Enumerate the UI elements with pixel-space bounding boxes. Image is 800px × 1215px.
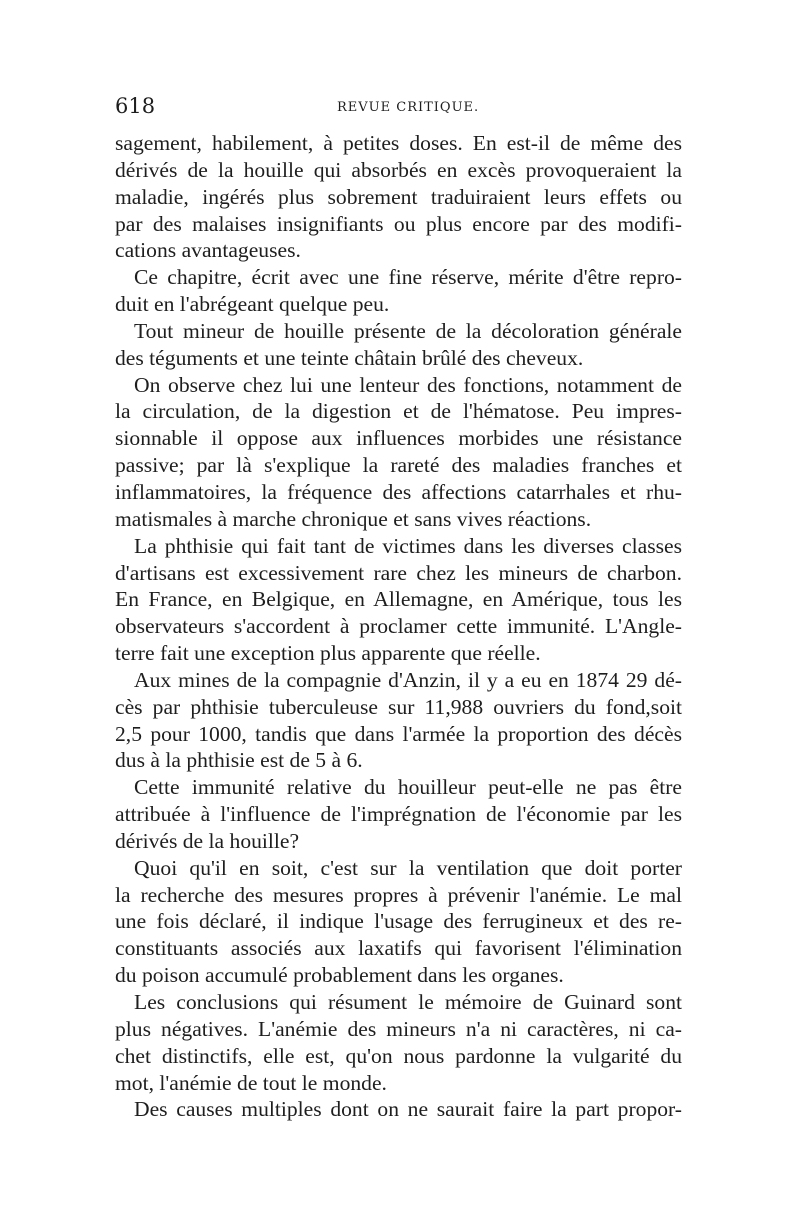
text-line: Aux mines de la compagnie d'Anzin, il y a eu en 1874 29 dé-: [134, 667, 682, 692]
text-line: terre fait une exception plus apparente que réelle.: [115, 641, 541, 666]
text-line: matismales à marche chronique et sans vives réactions.: [115, 506, 592, 531]
text-line: la recherche des mesures propres à prévenir l'anémie. Le mal: [115, 882, 682, 907]
text-line: la circulation, de la digestion et de l'hématose. Peu impres-: [115, 399, 682, 424]
body-text: [115, 130, 682, 1123]
text-line: duit en l'abrégeant quelque peu.: [115, 292, 390, 317]
text-line: Quoi qu'il en soit, c'est sur la ventilation que doit porter: [134, 855, 682, 880]
text-line: passive; par là s'explique la rareté des maladies franches et: [115, 453, 682, 478]
text-line: chet distinctifs, elle est, qu'on nous pardonne la vulgarité du: [115, 1043, 682, 1068]
text-line: On observe chez lui une lenteur des fonctions, notamment de: [134, 372, 682, 397]
page-number: 618: [115, 94, 156, 118]
text-line: Les conclusions qui résument le mémoire de Guinard sont: [134, 990, 682, 1014]
text-line: cès par phthisie tuberculeuse sur 11,988 ouvriers du fond,soit: [115, 694, 682, 719]
text-line: inflammatoires, la fréquence des affections catarrhales et rhu-: [115, 479, 682, 504]
text-line: constituants associés aux laxatifs qui favorisent l'élimination: [115, 936, 682, 961]
text-line: du poison accumulé probablement dans les organes.: [115, 963, 564, 988]
text-line: dérivés de la houille?: [115, 828, 300, 853]
text-line: par des malaises insignifiants ou plus encore par des modifi-: [115, 211, 682, 236]
text-line: La phthisie qui fait tant de victimes dans les diverses classes: [134, 533, 682, 558]
text-line: sionnable il oppose aux influences morbides une résistance: [115, 426, 682, 451]
text-line: Ce chapitre, écrit avec une fine réserve, mérite d'être repro-: [134, 265, 682, 290]
text-line: plus négatives. L'anémie des mineurs n'a ni caractères, ni ca-: [115, 1016, 682, 1041]
text-line: mot, l'anémie de tout le monde.: [115, 1070, 387, 1095]
text-line: attribuée à l'influence de l'imprégnation de l'économie par les: [115, 802, 682, 827]
text-line: 2,5 pour 1000, tandis que dans l'armée la proportion des décès: [115, 721, 682, 746]
text-line: sagement, habilement, à petites doses. En est-il de même des: [115, 131, 682, 155]
text-line: observateurs s'accordent à proclamer cette immunité. L'Angle-: [115, 614, 682, 639]
text-line: dus à la phthisie est de 5 à 6.: [115, 748, 363, 773]
text-line: des téguments et une teinte châtain brûlé des cheveux.: [115, 345, 584, 370]
text-line: En France, en Belgique, en Allemagne, en Amérique, tous les: [115, 587, 682, 612]
text-line: maladie, ingérés plus sobrement traduiraient leurs effets ou: [115, 184, 682, 209]
running-head: [115, 93, 682, 123]
text-line: cations avantageuses.: [115, 238, 301, 263]
text-line: d'artisans est excessivement rare chez les mineurs de charbon.: [115, 560, 682, 585]
text-line: dérivés de la houille qui absorbés en excès provoqueraient la: [115, 157, 682, 182]
text-line: Des causes multiples dont on ne saurait faire la part propor-: [134, 1097, 682, 1122]
running-title: REVUE CRITIQUE.: [337, 100, 480, 115]
text-line: une fois déclaré, il indique l'usage des ferrugineux et des re-: [115, 909, 682, 934]
text-line: Tout mineur de houille présente de la décoloration générale: [134, 318, 682, 343]
text-line: Cette immunité relative du houilleur peut-elle ne pas être: [134, 775, 682, 800]
